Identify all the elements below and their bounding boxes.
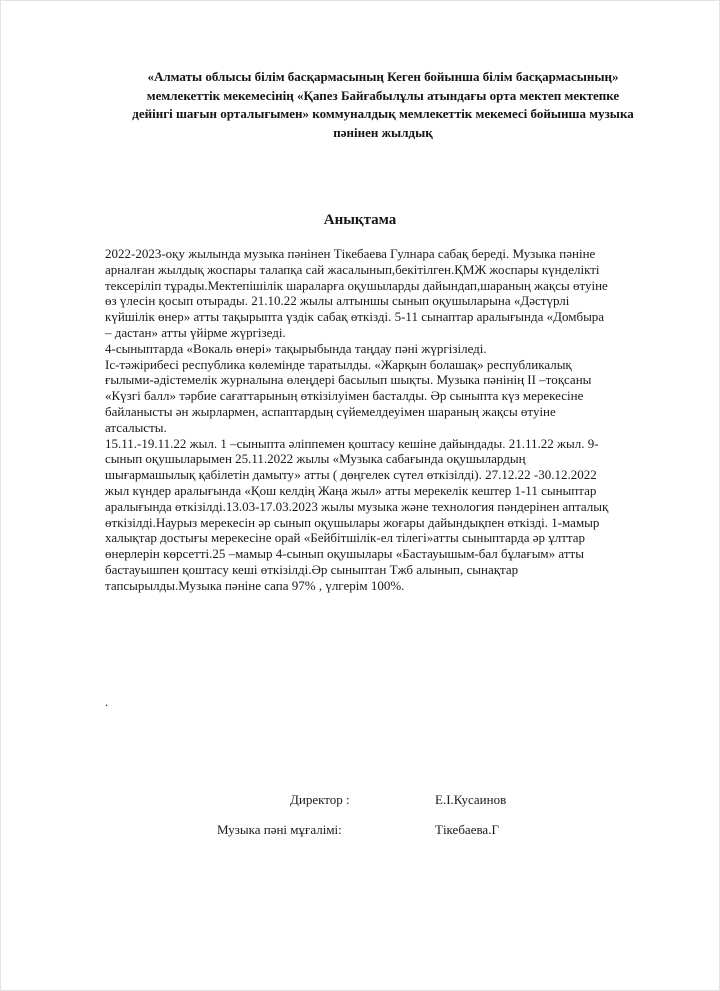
body-line: атсалысты. — [105, 419, 167, 435]
document-body — [105, 246, 685, 594]
body-line: күйшілік өнер» атты тақырыпта үздік сабақ өткізді. 5-11 сынаптар аралығында «Домбыра — [105, 309, 605, 325]
document-header — [100, 68, 666, 142]
teacher-label: Музыка пәні мұғалімі: — [217, 822, 342, 837]
director-label: Директор : — [290, 792, 350, 807]
body-line: тексеріліп тұрады.Мектепішілік шараларға оқушыларды дайындап,шараның жақсы өтуіне — [105, 277, 608, 293]
body-line: арналған жылдық жоспары талапқа сай жасалынып,бекітілген.ҚМЖ жоспары күнделікті — [105, 261, 600, 277]
body-line: өз үлесін қосып отырады. 21.10.22 жылы алтыншы сынып оқушыларына «Дәстүрлі — [105, 293, 570, 309]
body-line: тапсырылды.Музыка пәніне сапа 97% , үлгерім 100%. — [105, 577, 405, 593]
header-line: «Алматы облысы білім басқармасының Кеген бойынша білім басқармасының» — [147, 69, 619, 84]
body-line: өткізілді.Наурыз мерекесін әр сынып оқушылары жоғары дайындықпен өткізді. 1-мамыр — [105, 514, 600, 530]
body-line: бастауышпен қоштасу кеші өткізілді.Әр сыныптан Тжб алынып, сынақтар — [105, 561, 519, 577]
body-line: жыл күндер аралығында «Қош келдің Жаңа жыл» атты мерекелік кештер 1-11 сыныптар — [105, 482, 597, 498]
teacher-name: Тікебаева.Г — [435, 822, 499, 837]
body-line: сынып оқушыларымен 25.11.2022 жылы «Музыка сабағында оқушылардың — [105, 451, 526, 467]
director-name: Е.І.Кусаинов — [435, 792, 507, 807]
header-line: дейінгі шағын орталығымен» коммуналдық мемлекеттік мекемесі бойынша музыка — [132, 106, 634, 121]
header-line: мемлекеттік мекемесінің «Қапез Байғабылұлы атындағы орта мектеп мектепке — [146, 87, 620, 103]
body-line: аралығында өткізілді.13.03-17.03.2023 жылы музыка және технология пәндерінен апталық — [105, 498, 609, 514]
body-line: байланысты ән жырлармен, аспаптардың сүйемелдеуімен шараның жақсы өтуіне — [105, 403, 556, 419]
document-title: Анықтама — [323, 212, 397, 228]
body-line: өнерлерін көрсетті.25 –мамыр 4-сынып оқушылары «Бастауышым-бал бұлағым» атты — [105, 546, 584, 562]
header-line: пәнінен жылдық — [333, 124, 433, 140]
body-line: 15.11.-19.11.22 жыл. 1 –сыныпта әліппемен қоштасу кешіне дайындады. 21.11.22 жыл. 9- — [105, 435, 599, 451]
body-line: халықтар достығы мерекесіне орай «Бейбітшілік-ел тілегі»атты сыныптарда әр ұлттар — [105, 530, 586, 546]
body-line: – дастан» атты үйірме жүргізеді. — [105, 324, 286, 340]
trailing-mark: . — [105, 694, 109, 709]
body-line: шығармашылық қабілетін дамыту» атты ( дөңгелек сүтел өткізілді). 27.12.22 -30.12.2022 — [105, 467, 597, 483]
body-line: 2022-2023-оқу жылында музыка пәнінен Тікебаева Гулнара сабақ береді. Музыка пәніне — [105, 246, 596, 261]
body-line: ғылыми-әдістемелік журналына өлеңдері басылып шықты. Музыка пәнінің ІІ –тоқсаны — [105, 372, 592, 388]
body-line: «Күзгі балл» тәрбие сағаттарының өткізілуімен басталды. Әр сыныпта күз мерекесіне — [105, 388, 584, 404]
body-line: 4-сыныптарда «Вокаль өнері» тақырыбында таңдау пәні жүргізіледі. — [105, 340, 487, 356]
body-line: Іс-тәжірибесі республика көлемінде таратылды. «Жарқын болашақ» республикалық — [105, 356, 572, 372]
